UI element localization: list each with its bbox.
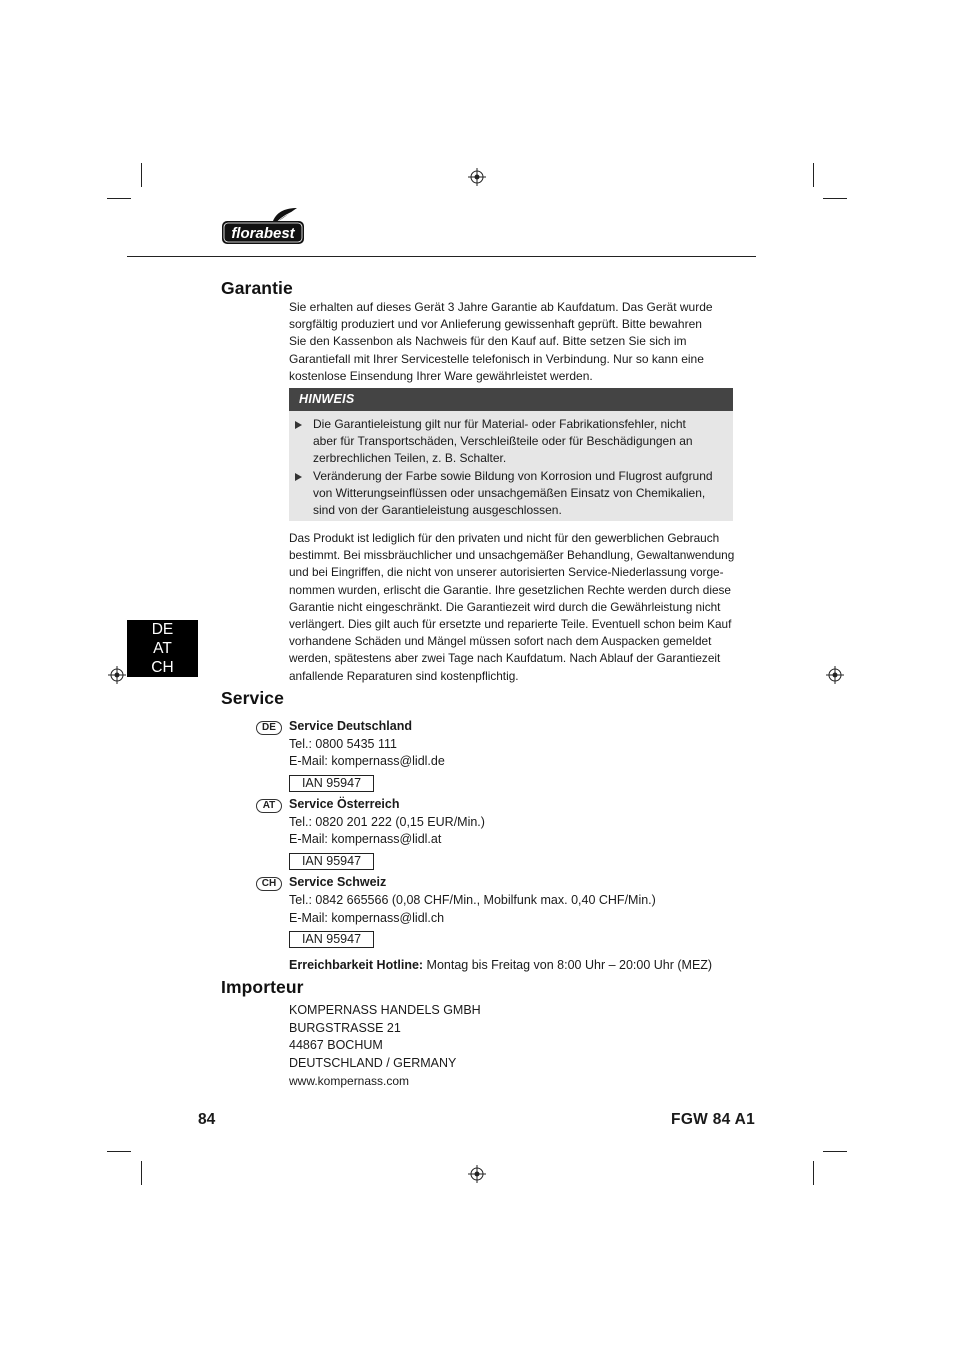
garantie-heading: Garantie xyxy=(221,278,293,298)
country-badge-ch: CH xyxy=(256,877,282,891)
text-line: bestimmt. Bei missbräuchlicher und unsachgemäßer Behandlung, Gewaltanwendung xyxy=(289,548,735,563)
language-code: DE xyxy=(151,621,174,638)
importeur-line: DEUTSCHLAND / GERMANY xyxy=(289,1056,457,1070)
language-tab xyxy=(127,620,198,677)
hinweis-box xyxy=(289,388,733,521)
text-line: nommen wurden, erlischt die Garantie. Ihre gesetzlichen Rechte werden durch diese xyxy=(289,582,731,597)
country-badge-at: AT xyxy=(256,799,282,813)
country-badge-de: DE xyxy=(256,721,282,735)
text-line: anfallende Reparaturen sind kostenpflichtig. xyxy=(289,668,519,683)
hotline-label: Erreichbarkeit Hotline: xyxy=(289,958,424,972)
text-line: aber für Transportschäden, Verschleißteile oder für Beschädigungen an xyxy=(313,434,693,449)
hotline-line xyxy=(289,958,712,972)
text-line: Sie den Kassenbon als Nachweis für den Kauf auf. Bitte setzen Sie sich im xyxy=(289,334,687,349)
text-line: Die Garantieleistung gilt nur für Material- oder Fabrikationsfehler, nicht xyxy=(313,417,686,431)
importeur-heading: Importeur xyxy=(221,977,304,997)
ian-box: IAN 95947 xyxy=(289,931,374,948)
registration-mark-icon xyxy=(826,666,844,684)
bullet-arrow-icon xyxy=(295,473,302,481)
hinweis-title: HINWEIS xyxy=(289,388,733,411)
hinweis-bullet xyxy=(295,468,725,520)
header-rule xyxy=(127,256,756,257)
text-line: Garantie nicht eingeschränkt. Die Garantiezeit wird durch die Gewährleistung nicht xyxy=(289,599,721,614)
service-tel-at: Tel.: 0820 201 222 (0,15 EUR/Min.) xyxy=(289,815,485,829)
text-line: verlängert. Dies gilt auch für ersetzte und reparierte Teile. Eventuell schon beim Kauf xyxy=(289,617,732,632)
crop-mark xyxy=(823,1151,847,1152)
florabest-logo xyxy=(221,207,305,247)
language-code: AT xyxy=(153,640,172,657)
bullet-arrow-icon xyxy=(295,421,302,429)
service-title-ch: Service Schweiz xyxy=(289,875,387,889)
logo-text: florabest xyxy=(231,225,295,242)
service-heading: Service xyxy=(221,688,284,708)
registration-mark-icon xyxy=(468,168,486,186)
page-number: 84 xyxy=(198,1111,216,1128)
ian-box: IAN 95947 xyxy=(289,853,374,870)
text-line: werden, spätestens aber zwei Tage nach Kaufdatum. Nach Ablauf der Garantiezeit xyxy=(289,651,721,666)
crop-mark xyxy=(813,163,814,187)
importeur-line: 44867 BOCHUM xyxy=(289,1038,383,1052)
hotline-text: Montag bis Freitag von 8:00 Uhr – 20:00 Uhr (MEZ) xyxy=(423,958,713,972)
model-number: FGW 84 A1 xyxy=(671,1111,755,1128)
service-title-at: Service Österreich xyxy=(289,797,400,811)
service-tel-ch: Tel.: 0842 665566 (0,08 CHF/Min., Mobilfunk max. 0,40 CHF/Min.) xyxy=(289,893,656,907)
text-line: Das Produkt ist lediglich für den privaten und nicht für den gewerblichen Gebrauch xyxy=(289,531,720,545)
text-line: Sie erhalten auf dieses Gerät 3 Jahre Garantie ab Kaufdatum. Das Gerät wurde xyxy=(289,300,713,314)
text-line: zerbrechlichen Teilen, z. B. Schalter. xyxy=(313,451,507,466)
hinweis-bullet xyxy=(295,416,725,468)
registration-mark-icon xyxy=(468,1165,486,1183)
garantie-body xyxy=(289,530,735,685)
ian-box: IAN 95947 xyxy=(289,775,374,792)
crop-mark xyxy=(141,1161,142,1185)
service-title-de: Service Deutschland xyxy=(289,719,412,733)
text-line: Garantiefall mit Ihrer Servicestelle telefonisch in Verbindung. Nur so kann eine xyxy=(289,351,704,366)
service-email-at: E-Mail: kompernass@lidl.at xyxy=(289,832,442,846)
importeur-website: www.kompernass.com xyxy=(289,1074,410,1088)
text-line: und bei Eingriffen, die nicht von unserer autorisierten Service-Niederlassung vorge- xyxy=(289,565,724,580)
service-email-ch: E-Mail: kompernass@lidl.ch xyxy=(289,911,445,925)
crop-mark xyxy=(107,198,131,199)
importeur-line: KOMPERNASS HANDELS GMBH xyxy=(289,1003,481,1017)
registration-mark-icon xyxy=(108,666,126,684)
text-line: sind von der Garantieleistung ausgeschlossen. xyxy=(313,503,562,518)
crop-mark xyxy=(107,1151,131,1152)
service-email-de: E-Mail: kompernass@lidl.de xyxy=(289,754,445,768)
crop-mark xyxy=(823,198,847,199)
text-line: kostenlose Einsendung Ihrer Ware gewährleistet werden. xyxy=(289,368,593,383)
service-tel-de: Tel.: 0800 5435 111 xyxy=(289,737,397,751)
text-line: sorgfältig produziert und vor Anlieferung gewissenhaft geprüft. Bitte bewahren xyxy=(289,317,702,332)
garantie-intro xyxy=(289,299,735,385)
text-line: Veränderung der Farbe sowie Bildung von Korrosion und Flugrost aufgrund xyxy=(313,469,713,483)
crop-mark xyxy=(813,1161,814,1185)
importeur-line: BURGSTRASSE 21 xyxy=(289,1021,401,1035)
crop-mark xyxy=(141,163,142,187)
text-line: vorhandene Schäden und Mängel müssen sofort nach dem Auspacken gemeldet xyxy=(289,634,712,649)
language-code: CH xyxy=(151,659,174,676)
text-line: von Witterungseinflüssen oder unsachgemäßen Einsatz von Chemikalien, xyxy=(313,486,706,501)
